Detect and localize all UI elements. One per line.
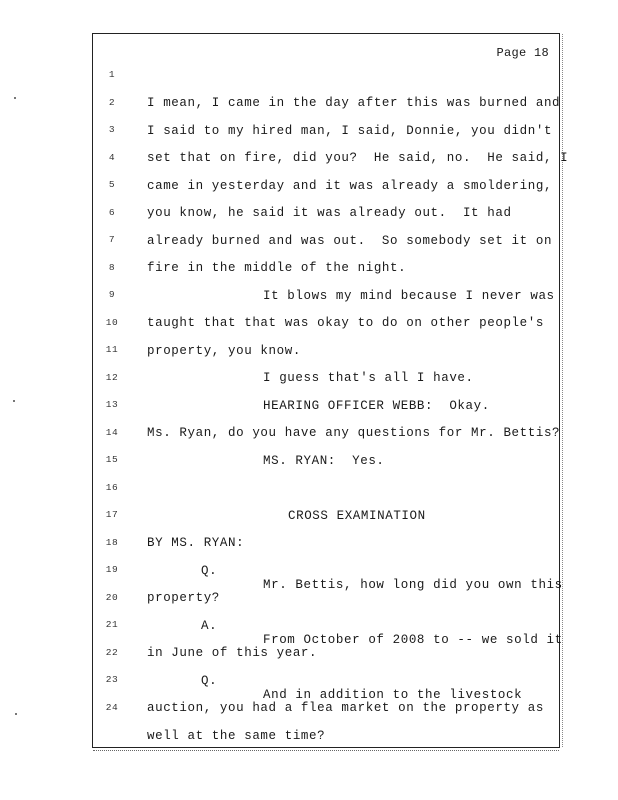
line-number: 4 [108, 151, 116, 163]
line-number: 12 [105, 371, 119, 383]
transcript-line [93, 178, 559, 220]
scan-speck [14, 97, 16, 99]
line-text: MS. RYAN: Yes. [263, 453, 385, 468]
line-text: auction, you had a flea market on the property as [147, 701, 544, 715]
line-number: 22 [105, 646, 119, 658]
scan-speck [15, 713, 17, 715]
line-text: came in yesterday and it was already a smoldering, [147, 178, 553, 193]
line-text: well at the same time? [147, 728, 326, 743]
line-text: I guess that's all I have. [263, 371, 474, 385]
line-text: Ms. Ryan, do you have any questions for Mr. Bettis? [147, 426, 561, 440]
line-text: property, you know. [147, 343, 301, 358]
line-text: taught that that was okay to do on other people's [147, 316, 544, 330]
answer-label: A. [201, 618, 218, 633]
transcript-line [93, 701, 559, 743]
line-text: BY MS. RYAN: [147, 536, 245, 550]
line-text: fire in the middle of the night. [147, 261, 407, 275]
line-number: 18 [105, 536, 119, 548]
transcript-line [93, 261, 559, 303]
line-number: 14 [105, 426, 119, 438]
transcript-line [93, 123, 569, 165]
transcript-line [93, 151, 559, 193]
line-text: HEARING OFFICER WEBB: Okay. [263, 398, 490, 413]
line-number: 7 [108, 234, 116, 245]
scan-speck [13, 400, 15, 402]
line-number: 10 [105, 316, 119, 328]
line-text: From October of 2008 to -- we sold it [263, 632, 563, 647]
line-number: 5 [108, 179, 116, 190]
line-text: Mr. Bettis, how long did you own this [263, 577, 563, 592]
line-number: 24 [105, 701, 119, 713]
line-text: property? [147, 591, 220, 605]
question-label: Q. [201, 673, 218, 688]
line-number: 9 [108, 289, 116, 300]
transcript-line [93, 68, 561, 110]
line-number: 11 [105, 344, 119, 355]
line-text: I mean, I came in the day after this was burned and [147, 96, 561, 110]
line-number: 6 [108, 206, 116, 218]
line-number: 1 [108, 69, 116, 80]
transcript-line [93, 233, 559, 275]
line-text: It blows my mind because I never was [263, 288, 555, 303]
page-number: Page 18 [496, 46, 549, 60]
bottom-margin-rule [93, 750, 559, 751]
line-number: 13 [105, 399, 119, 410]
line-number: 16 [105, 481, 119, 493]
line-number: 23 [105, 674, 119, 685]
line-text: you know, he said it was already out. It had [147, 206, 512, 220]
line-text: set that on fire, did you? He said, no. He said, I [147, 151, 569, 165]
line-text: I said to my hired man, I said, Donnie, you didn't [147, 123, 553, 138]
line-number: 20 [105, 591, 119, 603]
transcript-page [92, 33, 569, 748]
line-number: 15 [105, 454, 119, 465]
line-text: already burned and was out. So somebody set it on [147, 233, 553, 248]
section-heading: CROSS EXAMINATION [288, 508, 426, 523]
line-text: in June of this year. [147, 646, 318, 660]
line-number: 8 [108, 261, 116, 273]
transcript-line [93, 206, 559, 248]
line-number: 19 [105, 564, 119, 575]
line-number: 21 [105, 619, 119, 630]
transcript-line [93, 453, 559, 471]
line-text: And in addition to the livestock [263, 687, 523, 702]
line-number: 3 [108, 124, 116, 135]
transcript-line [93, 96, 559, 138]
line-number: 2 [108, 96, 116, 108]
line-number: 17 [105, 509, 119, 520]
question-label: Q. [201, 563, 218, 578]
